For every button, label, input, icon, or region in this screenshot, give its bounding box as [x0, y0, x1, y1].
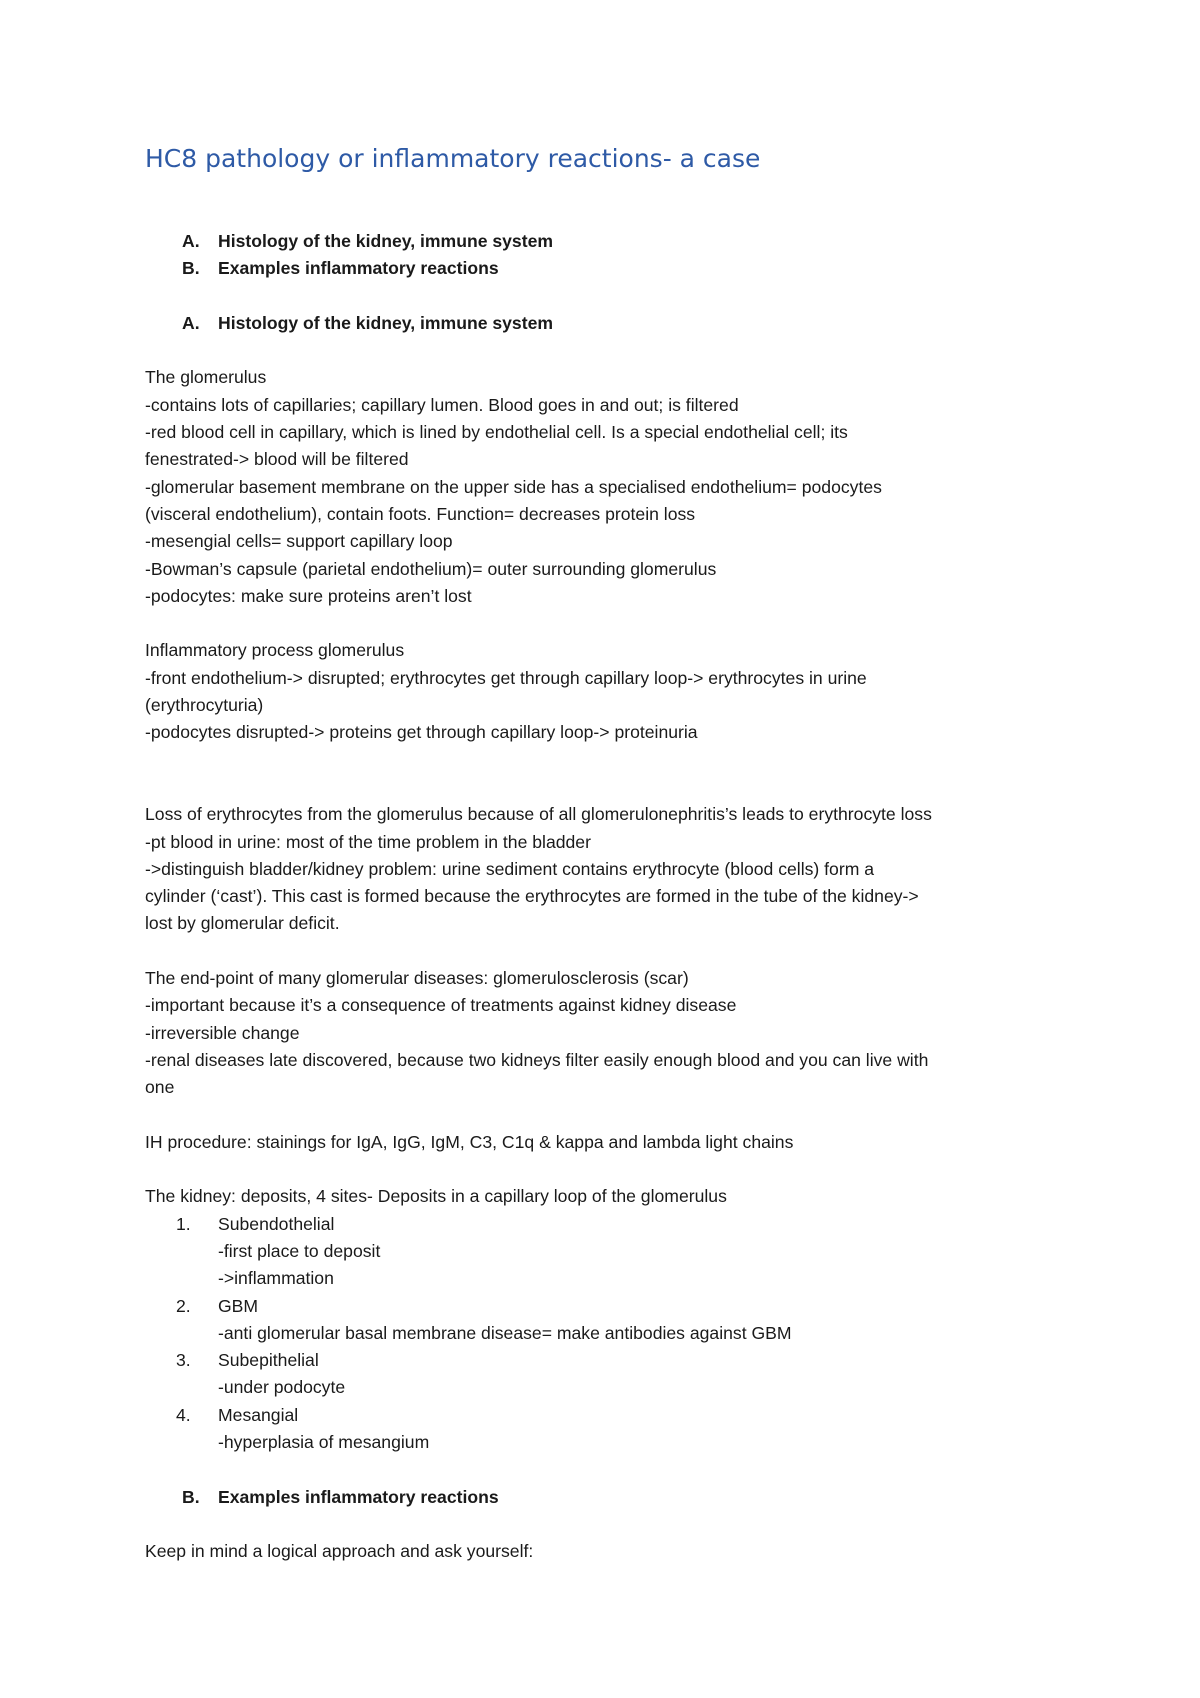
text-line: -red blood cell in capillary, which is lined by endothelial cell. Is a special endothelial cell; its — [145, 422, 848, 443]
text-line: lost by glomerular deficit. — [145, 913, 340, 934]
text-line: The glomerulus — [145, 367, 267, 388]
text-line: -pt blood in urine: most of the time problem in the bladder — [145, 831, 591, 852]
section-heading-text: Histology of the kidney, immune system — [218, 312, 554, 333]
section-marker: B. — [182, 1486, 200, 1507]
section-marker: A. — [182, 312, 200, 333]
ih-procedure-line: IH procedure: stainings for IgA, IgG, IgM, C3, C1q & kappa and lambda light chains — [145, 1131, 794, 1152]
document-body — [145, 228, 1085, 1566]
endpoint-paragraph — [145, 965, 1085, 1101]
deposit-marker: 2. — [176, 1295, 191, 1316]
toc-marker: B. — [182, 258, 200, 279]
loss-paragraph — [145, 801, 1085, 937]
toc-text: Examples inflammatory reactions — [218, 258, 499, 279]
deposit-item — [145, 1402, 1085, 1429]
deposit-item — [145, 1211, 1085, 1238]
toc-item — [145, 255, 1085, 282]
text-line: -glomerular basement membrane on the upper side has a specialised endothelium= podocytes — [145, 476, 882, 497]
deposit-title: Subendothelial — [218, 1213, 335, 1234]
deposit-detail: -first place to deposit — [218, 1240, 381, 1261]
toc-marker: A. — [182, 231, 200, 251]
deposit-detail: -hyperplasia of mesangium — [218, 1432, 430, 1453]
toc-text: Histology of the kidney, immune system — [218, 231, 554, 251]
text-line: The end-point of many glomerular diseases: glomerulosclerosis (scar) — [145, 968, 689, 989]
deposit-detail: ->inflammation — [218, 1268, 334, 1289]
deposit-marker: 1. — [176, 1213, 191, 1234]
text-line: fenestrated-> blood will be filtered — [145, 449, 409, 470]
deposit-detail: -anti glomerular basal membrane disease= make antibodies against GBM — [218, 1322, 792, 1343]
text-line: -contains lots of capillaries; capillary lumen. Blood goes in and out; is filtered — [145, 394, 739, 415]
deposit-title: Mesangial — [218, 1404, 299, 1425]
section-b-heading — [145, 1484, 1085, 1511]
text-line: -podocytes: make sure proteins aren’t lost — [145, 585, 472, 606]
toc-item — [145, 228, 1085, 255]
closing-line: Keep in mind a logical approach and ask yourself: — [145, 1541, 534, 1562]
text-line: cylinder (‘cast’). This cast is formed because the erythrocytes are formed in the tube of the kidney-> — [145, 886, 919, 907]
text-line: Loss of erythrocytes from the glomerulus because of all glomerulonephritis’s leads to erythrocyte loss — [145, 804, 932, 825]
glomerulus-paragraph — [145, 364, 1085, 610]
section-a-heading — [145, 310, 1085, 337]
deposit-marker: 3. — [176, 1350, 191, 1371]
deposit-title: GBM — [218, 1295, 259, 1316]
deposit-detail: -under podocyte — [218, 1377, 346, 1398]
deposit-item — [145, 1347, 1085, 1374]
text-line: -podocytes disrupted-> proteins get through capillary loop-> proteinuria — [145, 722, 698, 743]
text-line: one — [145, 1077, 175, 1098]
page-title: HC8 pathology or inflammatory reactions- a case — [145, 144, 761, 173]
text-line: -Bowman’s capsule (parietal endothelium)= outer surrounding glomerulus — [145, 558, 717, 579]
deposit-item — [145, 1293, 1085, 1320]
section-heading-text: Examples inflammatory reactions — [218, 1486, 499, 1507]
text-line: Inflammatory process glomerulus — [145, 640, 405, 661]
inflammatory-paragraph — [145, 637, 1085, 746]
text-line: (erythrocyturia) — [145, 695, 264, 716]
text-line: -front endothelium-> disrupted; erythrocytes get through capillary loop-> erythrocytes in urine — [145, 667, 867, 688]
text-line: -important because it’s a consequence of treatments against kidney disease — [145, 995, 737, 1016]
text-line: ->distinguish bladder/kidney problem: urine sediment contains erythrocyte (blood cells) form a — [145, 858, 875, 879]
text-line: (visceral endothelium), contain foots. Function= decreases protein loss — [145, 503, 696, 524]
text-line: -mesengial cells= support capillary loop — [145, 531, 453, 552]
text-line: -renal diseases late discovered, because two kidneys filter easily enough blood and you can live with — [145, 1049, 929, 1070]
deposits-intro: The kidney: deposits, 4 sites- Deposits in a capillary loop of the glomerulus — [145, 1186, 727, 1207]
text-line: -irreversible change — [145, 1022, 300, 1043]
deposit-title: Subepithelial — [218, 1350, 319, 1371]
deposits-section — [145, 1183, 1085, 1456]
deposit-marker: 4. — [176, 1404, 191, 1425]
